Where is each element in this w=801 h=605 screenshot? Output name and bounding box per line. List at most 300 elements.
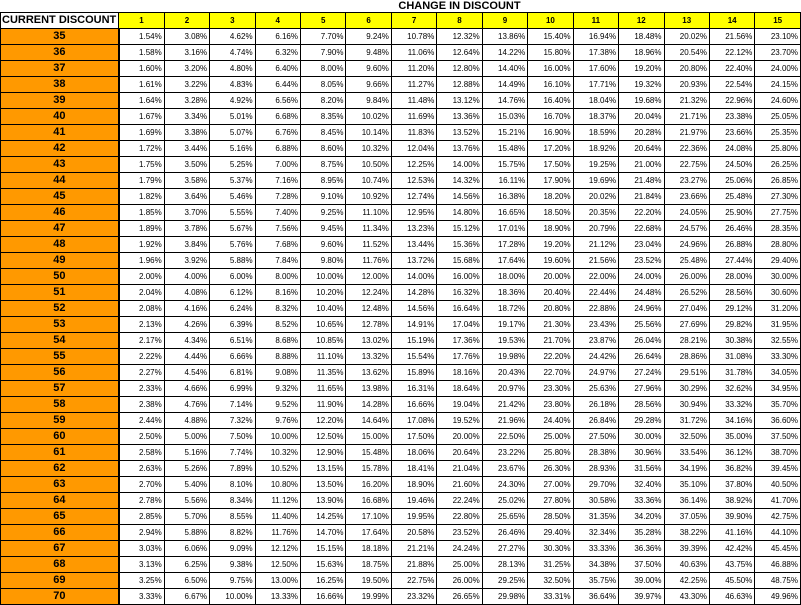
table-cell[interactable]: 13.90% bbox=[301, 493, 346, 509]
table-cell[interactable]: 24.97% bbox=[573, 365, 618, 381]
table-cell[interactable]: 8.10% bbox=[210, 477, 255, 493]
table-cell[interactable]: 4.76% bbox=[164, 397, 209, 413]
table-cell[interactable]: 19.20% bbox=[619, 61, 664, 77]
table-cell[interactable]: 27.80% bbox=[528, 493, 573, 509]
table-cell[interactable]: 25.05% bbox=[755, 109, 801, 125]
table-cell[interactable]: 15.03% bbox=[482, 109, 527, 125]
table-cell[interactable]: 28.21% bbox=[664, 333, 709, 349]
table-cell[interactable]: 6.39% bbox=[210, 317, 255, 333]
table-cell[interactable]: 29.25% bbox=[482, 573, 527, 589]
table-cell[interactable]: 9.76% bbox=[255, 413, 300, 429]
table-cell[interactable]: 4.26% bbox=[164, 317, 209, 333]
row-header-46[interactable]: 46 bbox=[1, 205, 119, 221]
table-cell[interactable]: 3.78% bbox=[164, 221, 209, 237]
table-cell[interactable]: 2.63% bbox=[119, 461, 164, 477]
column-header-14[interactable]: 14 bbox=[709, 13, 754, 29]
row-header-55[interactable]: 55 bbox=[1, 349, 119, 365]
table-cell[interactable]: 4.74% bbox=[210, 45, 255, 61]
table-cell[interactable]: 19.69% bbox=[573, 173, 618, 189]
table-cell[interactable]: 20.28% bbox=[619, 125, 664, 141]
table-cell[interactable]: 6.00% bbox=[210, 269, 255, 285]
table-cell[interactable]: 1.82% bbox=[119, 189, 164, 205]
table-cell[interactable]: 15.19% bbox=[391, 333, 436, 349]
table-cell[interactable]: 3.92% bbox=[164, 253, 209, 269]
table-cell[interactable]: 20.58% bbox=[391, 525, 436, 541]
table-cell[interactable]: 49.96% bbox=[755, 589, 801, 605]
table-cell[interactable]: 23.04% bbox=[619, 237, 664, 253]
table-cell[interactable]: 2.70% bbox=[119, 477, 164, 493]
table-cell[interactable]: 20.64% bbox=[437, 445, 482, 461]
table-cell[interactable]: 1.58% bbox=[119, 45, 164, 61]
row-header-36[interactable]: 36 bbox=[1, 45, 119, 61]
table-cell[interactable]: 22.54% bbox=[709, 77, 754, 93]
table-cell[interactable]: 19.50% bbox=[346, 573, 391, 589]
table-cell[interactable]: 48.75% bbox=[755, 573, 801, 589]
table-cell[interactable]: 19.04% bbox=[437, 397, 482, 413]
row-header-68[interactable]: 68 bbox=[1, 557, 119, 573]
table-cell[interactable]: 9.32% bbox=[255, 381, 300, 397]
table-cell[interactable]: 4.54% bbox=[164, 365, 209, 381]
table-cell[interactable]: 18.18% bbox=[346, 541, 391, 557]
table-cell[interactable]: 39.90% bbox=[709, 509, 754, 525]
table-cell[interactable]: 17.90% bbox=[528, 173, 573, 189]
row-header-51[interactable]: 51 bbox=[1, 285, 119, 301]
table-cell[interactable]: 1.60% bbox=[119, 61, 164, 77]
table-cell[interactable]: 22.88% bbox=[573, 301, 618, 317]
column-header-12[interactable]: 12 bbox=[619, 13, 664, 29]
table-cell[interactable]: 10.85% bbox=[301, 333, 346, 349]
table-cell[interactable]: 25.63% bbox=[573, 381, 618, 397]
table-cell[interactable]: 23.70% bbox=[755, 45, 801, 61]
table-cell[interactable]: 21.70% bbox=[528, 333, 573, 349]
row-header-64[interactable]: 64 bbox=[1, 493, 119, 509]
row-header-70[interactable]: 70 bbox=[1, 589, 119, 605]
table-cell[interactable]: 39.45% bbox=[755, 461, 801, 477]
table-cell[interactable]: 27.44% bbox=[709, 253, 754, 269]
table-cell[interactable]: 25.80% bbox=[528, 445, 573, 461]
row-header-54[interactable]: 54 bbox=[1, 333, 119, 349]
table-cell[interactable]: 12.95% bbox=[391, 205, 436, 221]
table-cell[interactable]: 3.50% bbox=[164, 157, 209, 173]
table-cell[interactable]: 20.02% bbox=[664, 29, 709, 45]
table-cell[interactable]: 5.37% bbox=[210, 173, 255, 189]
table-cell[interactable]: 19.52% bbox=[437, 413, 482, 429]
table-cell[interactable]: 26.88% bbox=[709, 237, 754, 253]
table-cell[interactable]: 4.88% bbox=[164, 413, 209, 429]
table-cell[interactable]: 38.70% bbox=[755, 445, 801, 461]
table-cell[interactable]: 13.76% bbox=[437, 141, 482, 157]
row-header-53[interactable]: 53 bbox=[1, 317, 119, 333]
table-cell[interactable]: 12.00% bbox=[346, 269, 391, 285]
table-cell[interactable]: 11.65% bbox=[301, 381, 346, 397]
table-cell[interactable]: 17.04% bbox=[437, 317, 482, 333]
table-cell[interactable]: 11.83% bbox=[391, 125, 436, 141]
table-cell[interactable]: 6.51% bbox=[210, 333, 255, 349]
table-cell[interactable]: 21.21% bbox=[391, 541, 436, 557]
table-cell[interactable]: 17.50% bbox=[528, 157, 573, 173]
table-cell[interactable]: 4.16% bbox=[164, 301, 209, 317]
table-cell[interactable]: 22.96% bbox=[709, 93, 754, 109]
row-header-37[interactable]: 37 bbox=[1, 61, 119, 77]
table-cell[interactable]: 16.00% bbox=[437, 269, 482, 285]
table-cell[interactable]: 7.14% bbox=[210, 397, 255, 413]
table-cell[interactable]: 19.46% bbox=[391, 493, 436, 509]
table-cell[interactable]: 10.00% bbox=[210, 589, 255, 605]
table-cell[interactable]: 26.18% bbox=[573, 397, 618, 413]
table-cell[interactable]: 18.59% bbox=[573, 125, 618, 141]
table-cell[interactable]: 11.10% bbox=[346, 205, 391, 221]
table-cell[interactable]: 20.54% bbox=[664, 45, 709, 61]
table-cell[interactable]: 35.70% bbox=[755, 397, 801, 413]
table-cell[interactable]: 2.08% bbox=[119, 301, 164, 317]
column-header-3[interactable]: 3 bbox=[210, 13, 255, 29]
table-cell[interactable]: 12.53% bbox=[391, 173, 436, 189]
row-header-38[interactable]: 38 bbox=[1, 77, 119, 93]
table-cell[interactable]: 11.35% bbox=[301, 365, 346, 381]
row-header-56[interactable]: 56 bbox=[1, 365, 119, 381]
table-cell[interactable]: 20.02% bbox=[573, 189, 618, 205]
table-cell[interactable]: 5.26% bbox=[164, 461, 209, 477]
table-cell[interactable]: 1.54% bbox=[119, 29, 164, 45]
table-cell[interactable]: 8.45% bbox=[301, 125, 346, 141]
table-cell[interactable]: 34.19% bbox=[664, 461, 709, 477]
table-cell[interactable]: 8.68% bbox=[255, 333, 300, 349]
table-cell[interactable]: 9.60% bbox=[301, 237, 346, 253]
table-cell[interactable]: 11.12% bbox=[255, 493, 300, 509]
column-header-8[interactable]: 8 bbox=[437, 13, 482, 29]
table-cell[interactable]: 27.27% bbox=[482, 541, 527, 557]
table-cell[interactable]: 23.10% bbox=[755, 29, 801, 45]
table-cell[interactable]: 32.55% bbox=[755, 333, 801, 349]
table-cell[interactable]: 26.25% bbox=[755, 157, 801, 173]
row-header-49[interactable]: 49 bbox=[1, 253, 119, 269]
table-cell[interactable]: 30.00% bbox=[755, 269, 801, 285]
table-cell[interactable]: 7.90% bbox=[301, 45, 346, 61]
table-cell[interactable]: 7.70% bbox=[301, 29, 346, 45]
table-cell[interactable]: 16.66% bbox=[391, 397, 436, 413]
table-cell[interactable]: 27.50% bbox=[573, 429, 618, 445]
table-cell[interactable]: 2.17% bbox=[119, 333, 164, 349]
table-cell[interactable]: 22.00% bbox=[573, 269, 618, 285]
table-cell[interactable]: 23.66% bbox=[709, 125, 754, 141]
table-cell[interactable]: 28.13% bbox=[482, 557, 527, 573]
table-cell[interactable]: 12.20% bbox=[301, 413, 346, 429]
table-cell[interactable]: 26.46% bbox=[482, 525, 527, 541]
table-cell[interactable]: 3.22% bbox=[164, 77, 209, 93]
table-cell[interactable]: 14.49% bbox=[482, 77, 527, 93]
table-cell[interactable]: 5.00% bbox=[164, 429, 209, 445]
table-cell[interactable]: 2.94% bbox=[119, 525, 164, 541]
table-cell[interactable]: 20.93% bbox=[664, 77, 709, 93]
table-cell[interactable]: 23.27% bbox=[664, 173, 709, 189]
table-cell[interactable]: 22.70% bbox=[528, 365, 573, 381]
table-cell[interactable]: 4.62% bbox=[210, 29, 255, 45]
table-cell[interactable]: 16.10% bbox=[528, 77, 573, 93]
table-cell[interactable]: 12.12% bbox=[255, 541, 300, 557]
table-cell[interactable]: 19.95% bbox=[391, 509, 436, 525]
row-header-47[interactable]: 47 bbox=[1, 221, 119, 237]
table-cell[interactable]: 43.30% bbox=[664, 589, 709, 605]
table-cell[interactable]: 15.78% bbox=[346, 461, 391, 477]
table-cell[interactable]: 7.68% bbox=[255, 237, 300, 253]
table-cell[interactable]: 15.48% bbox=[482, 141, 527, 157]
table-cell[interactable]: 7.40% bbox=[255, 205, 300, 221]
table-cell[interactable]: 12.25% bbox=[391, 157, 436, 173]
row-header-42[interactable]: 42 bbox=[1, 141, 119, 157]
table-cell[interactable]: 16.00% bbox=[528, 61, 573, 77]
table-cell[interactable]: 8.88% bbox=[255, 349, 300, 365]
table-cell[interactable]: 17.50% bbox=[391, 429, 436, 445]
table-cell[interactable]: 11.34% bbox=[346, 221, 391, 237]
table-cell[interactable]: 5.46% bbox=[210, 189, 255, 205]
table-cell[interactable]: 34.20% bbox=[619, 509, 664, 525]
table-cell[interactable]: 26.46% bbox=[709, 221, 754, 237]
table-cell[interactable]: 22.50% bbox=[482, 429, 527, 445]
table-cell[interactable]: 17.64% bbox=[482, 253, 527, 269]
table-cell[interactable]: 6.76% bbox=[255, 125, 300, 141]
table-cell[interactable]: 33.30% bbox=[755, 349, 801, 365]
table-cell[interactable]: 16.68% bbox=[346, 493, 391, 509]
table-cell[interactable]: 17.10% bbox=[346, 509, 391, 525]
table-cell[interactable]: 24.57% bbox=[664, 221, 709, 237]
table-cell[interactable]: 8.32% bbox=[255, 301, 300, 317]
table-cell[interactable]: 12.88% bbox=[437, 77, 482, 93]
table-cell[interactable]: 14.64% bbox=[346, 413, 391, 429]
table-cell[interactable]: 33.33% bbox=[573, 541, 618, 557]
table-cell[interactable]: 27.04% bbox=[664, 301, 709, 317]
table-cell[interactable]: 30.38% bbox=[709, 333, 754, 349]
table-cell[interactable]: 25.80% bbox=[755, 141, 801, 157]
table-cell[interactable]: 28.38% bbox=[573, 445, 618, 461]
table-cell[interactable]: 26.00% bbox=[664, 269, 709, 285]
table-cell[interactable]: 28.56% bbox=[619, 397, 664, 413]
table-cell[interactable]: 25.48% bbox=[709, 189, 754, 205]
table-cell[interactable]: 20.04% bbox=[619, 109, 664, 125]
table-cell[interactable]: 28.50% bbox=[528, 509, 573, 525]
table-cell[interactable]: 27.00% bbox=[528, 477, 573, 493]
table-cell[interactable]: 6.81% bbox=[210, 365, 255, 381]
table-cell[interactable]: 19.25% bbox=[573, 157, 618, 173]
table-cell[interactable]: 8.75% bbox=[301, 157, 346, 173]
table-cell[interactable]: 31.56% bbox=[619, 461, 664, 477]
table-cell[interactable]: 11.76% bbox=[346, 253, 391, 269]
table-cell[interactable]: 2.33% bbox=[119, 381, 164, 397]
table-cell[interactable]: 10.74% bbox=[346, 173, 391, 189]
table-cell[interactable]: 2.78% bbox=[119, 493, 164, 509]
table-cell[interactable]: 17.71% bbox=[573, 77, 618, 93]
table-cell[interactable]: 28.56% bbox=[709, 285, 754, 301]
table-cell[interactable]: 43.75% bbox=[709, 557, 754, 573]
table-cell[interactable]: 9.75% bbox=[210, 573, 255, 589]
table-cell[interactable]: 3.34% bbox=[164, 109, 209, 125]
table-cell[interactable]: 6.66% bbox=[210, 349, 255, 365]
table-cell[interactable]: 30.58% bbox=[573, 493, 618, 509]
table-cell[interactable]: 35.10% bbox=[664, 477, 709, 493]
table-cell[interactable]: 14.32% bbox=[437, 173, 482, 189]
table-cell[interactable]: 29.40% bbox=[528, 525, 573, 541]
table-cell[interactable]: 25.00% bbox=[528, 429, 573, 445]
table-cell[interactable]: 2.38% bbox=[119, 397, 164, 413]
table-cell[interactable]: 22.12% bbox=[709, 45, 754, 61]
table-cell[interactable]: 20.80% bbox=[664, 61, 709, 77]
table-cell[interactable]: 12.74% bbox=[391, 189, 436, 205]
table-cell[interactable]: 11.76% bbox=[255, 525, 300, 541]
table-cell[interactable]: 6.12% bbox=[210, 285, 255, 301]
table-cell[interactable]: 13.00% bbox=[255, 573, 300, 589]
table-cell[interactable]: 20.97% bbox=[482, 381, 527, 397]
table-cell[interactable]: 16.32% bbox=[437, 285, 482, 301]
table-cell[interactable]: 12.90% bbox=[301, 445, 346, 461]
table-cell[interactable]: 4.66% bbox=[164, 381, 209, 397]
table-cell[interactable]: 30.96% bbox=[619, 445, 664, 461]
table-cell[interactable]: 12.80% bbox=[437, 61, 482, 77]
table-cell[interactable]: 20.79% bbox=[573, 221, 618, 237]
table-cell[interactable]: 8.82% bbox=[210, 525, 255, 541]
table-cell[interactable]: 23.66% bbox=[664, 189, 709, 205]
table-cell[interactable]: 36.36% bbox=[619, 541, 664, 557]
table-cell[interactable]: 17.01% bbox=[482, 221, 527, 237]
table-cell[interactable]: 13.50% bbox=[301, 477, 346, 493]
table-cell[interactable]: 12.64% bbox=[437, 45, 482, 61]
table-cell[interactable]: 31.20% bbox=[755, 301, 801, 317]
column-header-15[interactable]: 15 bbox=[755, 13, 801, 29]
table-cell[interactable]: 4.00% bbox=[164, 269, 209, 285]
row-header-40[interactable]: 40 bbox=[1, 109, 119, 125]
table-cell[interactable]: 8.16% bbox=[255, 285, 300, 301]
table-cell[interactable]: 2.85% bbox=[119, 509, 164, 525]
table-cell[interactable]: 23.87% bbox=[573, 333, 618, 349]
table-cell[interactable]: 20.43% bbox=[482, 365, 527, 381]
table-cell[interactable]: 1.79% bbox=[119, 173, 164, 189]
table-cell[interactable]: 20.40% bbox=[528, 285, 573, 301]
table-cell[interactable]: 16.65% bbox=[482, 205, 527, 221]
table-cell[interactable]: 15.12% bbox=[437, 221, 482, 237]
table-cell[interactable]: 25.06% bbox=[709, 173, 754, 189]
column-header-10[interactable]: 10 bbox=[528, 13, 573, 29]
table-cell[interactable]: 31.35% bbox=[573, 509, 618, 525]
table-cell[interactable]: 22.20% bbox=[528, 349, 573, 365]
table-cell[interactable]: 13.98% bbox=[346, 381, 391, 397]
table-cell[interactable]: 15.68% bbox=[437, 253, 482, 269]
table-cell[interactable]: 31.72% bbox=[664, 413, 709, 429]
table-cell[interactable]: 13.72% bbox=[391, 253, 436, 269]
table-cell[interactable]: 12.78% bbox=[346, 317, 391, 333]
table-cell[interactable]: 6.88% bbox=[255, 141, 300, 157]
table-cell[interactable]: 8.00% bbox=[301, 61, 346, 77]
table-cell[interactable]: 19.99% bbox=[346, 589, 391, 605]
table-cell[interactable]: 11.48% bbox=[391, 93, 436, 109]
table-cell[interactable]: 6.25% bbox=[164, 557, 209, 573]
table-cell[interactable]: 7.28% bbox=[255, 189, 300, 205]
table-cell[interactable]: 14.00% bbox=[437, 157, 482, 173]
table-cell[interactable]: 21.42% bbox=[482, 397, 527, 413]
table-cell[interactable]: 15.15% bbox=[301, 541, 346, 557]
table-cell[interactable]: 7.00% bbox=[255, 157, 300, 173]
table-cell[interactable]: 17.36% bbox=[437, 333, 482, 349]
table-cell[interactable]: 37.50% bbox=[619, 557, 664, 573]
table-cell[interactable]: 24.15% bbox=[755, 77, 801, 93]
row-header-52[interactable]: 52 bbox=[1, 301, 119, 317]
table-cell[interactable]: 13.44% bbox=[391, 237, 436, 253]
table-cell[interactable]: 18.04% bbox=[573, 93, 618, 109]
table-cell[interactable]: 8.20% bbox=[301, 93, 346, 109]
table-cell[interactable]: 13.15% bbox=[301, 461, 346, 477]
table-cell[interactable]: 22.40% bbox=[709, 61, 754, 77]
table-cell[interactable]: 15.54% bbox=[391, 349, 436, 365]
row-header-61[interactable]: 61 bbox=[1, 445, 119, 461]
table-cell[interactable]: 5.70% bbox=[164, 509, 209, 525]
table-cell[interactable]: 29.40% bbox=[755, 253, 801, 269]
table-cell[interactable]: 22.68% bbox=[619, 221, 664, 237]
table-cell[interactable]: 9.09% bbox=[210, 541, 255, 557]
table-cell[interactable]: 9.38% bbox=[210, 557, 255, 573]
table-cell[interactable]: 20.35% bbox=[573, 205, 618, 221]
table-cell[interactable]: 34.95% bbox=[755, 381, 801, 397]
column-header-13[interactable]: 13 bbox=[664, 13, 709, 29]
row-header-65[interactable]: 65 bbox=[1, 509, 119, 525]
table-cell[interactable]: 2.22% bbox=[119, 349, 164, 365]
table-cell[interactable]: 27.69% bbox=[664, 317, 709, 333]
table-cell[interactable]: 26.65% bbox=[437, 589, 482, 605]
table-cell[interactable]: 7.84% bbox=[255, 253, 300, 269]
row-header-69[interactable]: 69 bbox=[1, 573, 119, 589]
table-cell[interactable]: 15.21% bbox=[482, 125, 527, 141]
column-header-2[interactable]: 2 bbox=[164, 13, 209, 29]
table-cell[interactable]: 9.66% bbox=[346, 77, 391, 93]
table-cell[interactable]: 5.01% bbox=[210, 109, 255, 125]
table-cell[interactable]: 10.02% bbox=[346, 109, 391, 125]
table-cell[interactable]: 40.63% bbox=[664, 557, 709, 573]
table-cell[interactable]: 16.40% bbox=[528, 93, 573, 109]
table-cell[interactable]: 23.52% bbox=[437, 525, 482, 541]
table-cell[interactable]: 6.67% bbox=[164, 589, 209, 605]
table-cell[interactable]: 16.25% bbox=[301, 573, 346, 589]
table-cell[interactable]: 35.00% bbox=[709, 429, 754, 445]
table-cell[interactable]: 3.33% bbox=[119, 589, 164, 605]
table-cell[interactable]: 12.48% bbox=[346, 301, 391, 317]
table-cell[interactable]: 5.76% bbox=[210, 237, 255, 253]
table-cell[interactable]: 22.20% bbox=[619, 205, 664, 221]
table-cell[interactable]: 13.36% bbox=[437, 109, 482, 125]
table-cell[interactable]: 18.48% bbox=[619, 29, 664, 45]
table-cell[interactable]: 5.55% bbox=[210, 205, 255, 221]
table-cell[interactable]: 34.05% bbox=[755, 365, 801, 381]
table-cell[interactable]: 18.72% bbox=[482, 301, 527, 317]
table-cell[interactable]: 12.50% bbox=[255, 557, 300, 573]
table-cell[interactable]: 10.92% bbox=[346, 189, 391, 205]
table-cell[interactable]: 44.10% bbox=[755, 525, 801, 541]
table-cell[interactable]: 29.98% bbox=[482, 589, 527, 605]
table-cell[interactable]: 15.80% bbox=[528, 45, 573, 61]
table-cell[interactable]: 7.89% bbox=[210, 461, 255, 477]
table-cell[interactable]: 29.28% bbox=[619, 413, 664, 429]
row-header-44[interactable]: 44 bbox=[1, 173, 119, 189]
row-header-59[interactable]: 59 bbox=[1, 413, 119, 429]
table-cell[interactable]: 25.48% bbox=[664, 253, 709, 269]
table-cell[interactable]: 10.20% bbox=[301, 285, 346, 301]
table-cell[interactable]: 8.55% bbox=[210, 509, 255, 525]
table-cell[interactable]: 5.07% bbox=[210, 125, 255, 141]
table-cell[interactable]: 19.17% bbox=[482, 317, 527, 333]
table-cell[interactable]: 14.28% bbox=[391, 285, 436, 301]
table-cell[interactable]: 25.65% bbox=[482, 509, 527, 525]
table-cell[interactable]: 31.08% bbox=[709, 349, 754, 365]
table-cell[interactable]: 22.80% bbox=[437, 509, 482, 525]
table-cell[interactable]: 5.88% bbox=[164, 525, 209, 541]
table-cell[interactable]: 18.64% bbox=[437, 381, 482, 397]
table-cell[interactable]: 31.25% bbox=[528, 557, 573, 573]
table-cell[interactable]: 19.20% bbox=[528, 237, 573, 253]
